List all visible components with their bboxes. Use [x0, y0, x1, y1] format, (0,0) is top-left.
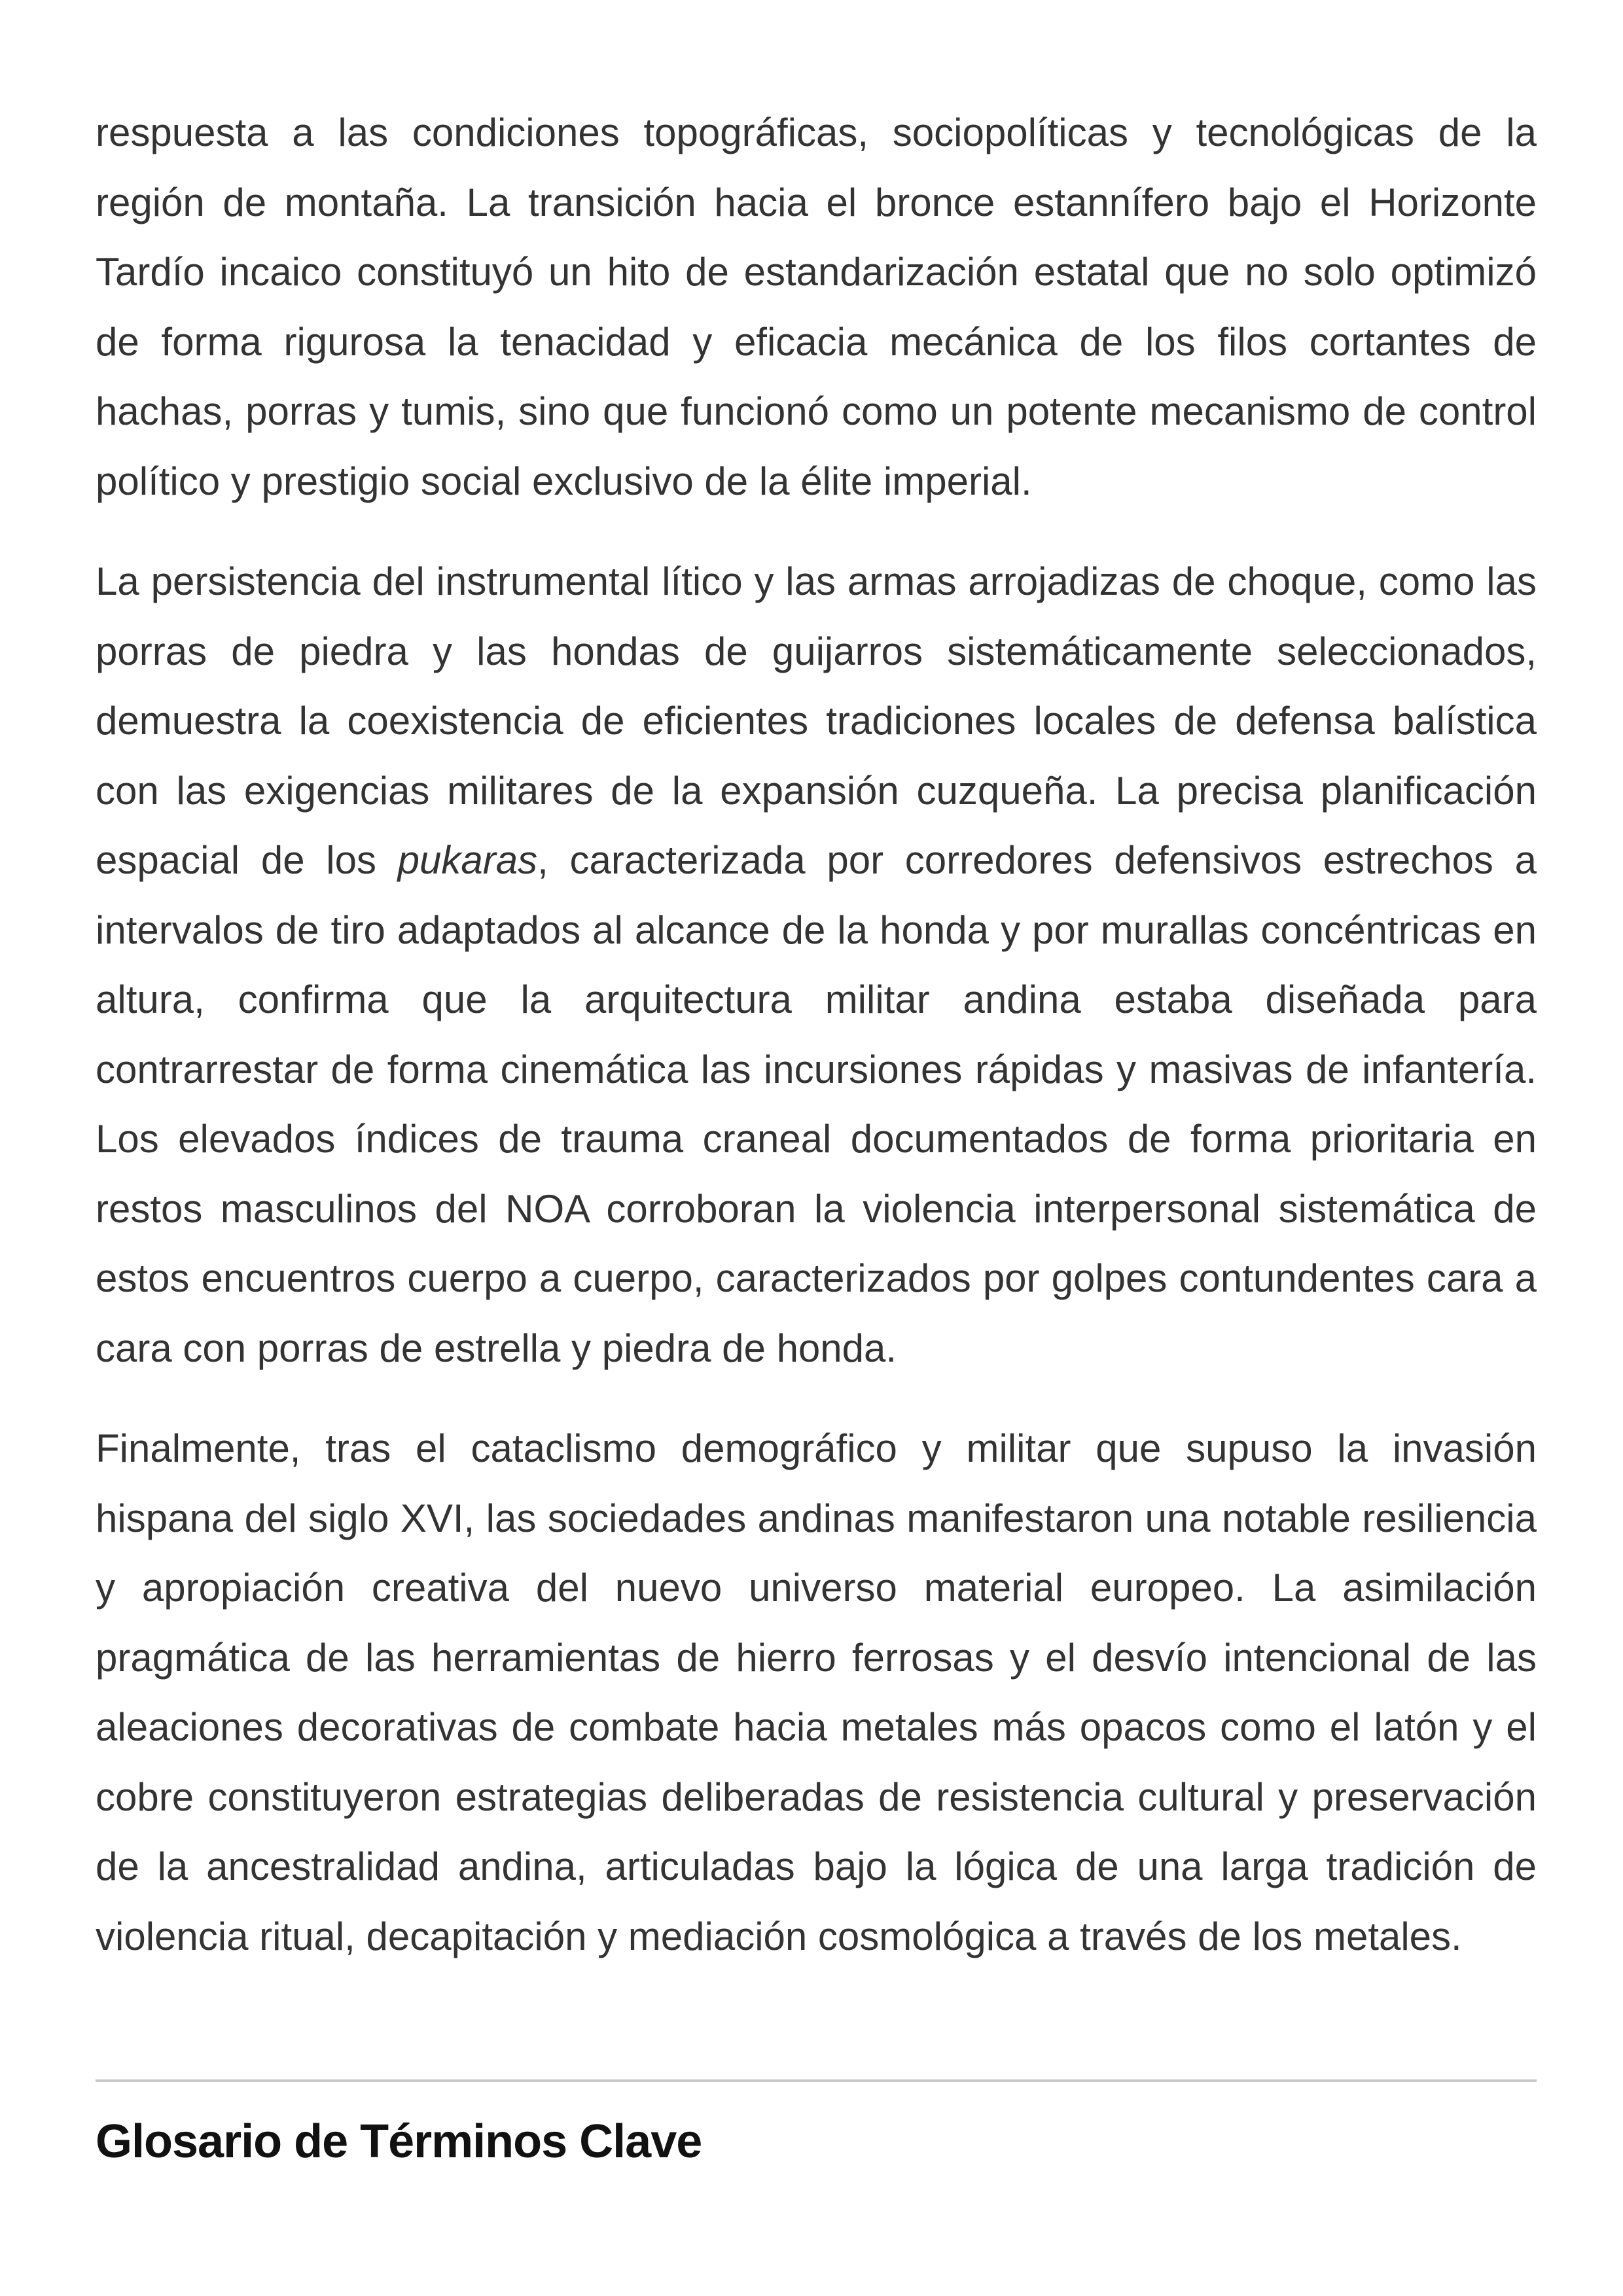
paragraph-1: respuesta a las condiciones topográficas, sociopolíticas y tecnológicas de la región de montaña. La transición hacia el bronce estannífero bajo el Horizonte Tardío incaico constituyó un hito de estandarización estatal que no solo optimizó de forma rigurosa la tenacidad y eficacia mecánica de los filos cortantes de hachas, porras y tumis, sino que funcionó como un potente mecanismo de control político y prestigio social exclusivo de la élite imperial. — [96, 111, 1537, 503]
glossary-heading: Glosario de Términos Clave — [96, 2115, 702, 2168]
paragraph-2-text-start: La persistencia del instrumental lítico y las armas arrojadizas de choque, como las porras de piedra y las hondas de guijarros sistemáticamente seleccionados, demuestra la coexistencia de eficientes tradiciones locales de defensa balística con las exigencias militares de la expansión cuzqueña. La precisa planificación espacial de los — [96, 559, 1537, 882]
section-divider — [96, 2079, 1537, 2082]
italic-term-pukaras: pukaras — [397, 838, 538, 882]
document-body — [96, 98, 1537, 1971]
paragraph-2-text-end: , caracterizada por corredores defensivos estrechos a intervalos de tiro adaptados al alcance de la honda y por murallas concéntricas en altura, confirma que la arquitectura militar andina estaba diseñada para contrarrestar de forma cinemática las incursiones rápidas y masivas de infantería. Los elevados índices de trauma craneal documentados de forma prioritaria en restos masculinos del NOA corroboran la violencia interpersonal sistemática de estos encuentros cuerpo a cuerpo, caracterizados por golpes contundentes cara a cara con porras de estrella y piedra de honda. — [96, 838, 1537, 1370]
paragraph-3: Finalmente, tras el cataclismo demográfico y militar que supuso la invasión hispana del siglo XVI, las sociedades andinas manifestaron una notable resiliencia y apropiación creativa del nuevo universo material europeo. La asimilación pragmática de las herramientas de hierro ferrosas y el desvío intencional de las aleaciones decorativas de combate hacia metales más opacos como el latón y el cobre constituyeron estrategias deliberadas de resistencia cultural y preservación de la ancestralidad andina, articuladas bajo la lógica de una larga tradición de violencia ritual, decapitación y mediación cosmológica a través de los metales. — [96, 1426, 1537, 1958]
paragraph-2 — [96, 547, 1537, 1383]
